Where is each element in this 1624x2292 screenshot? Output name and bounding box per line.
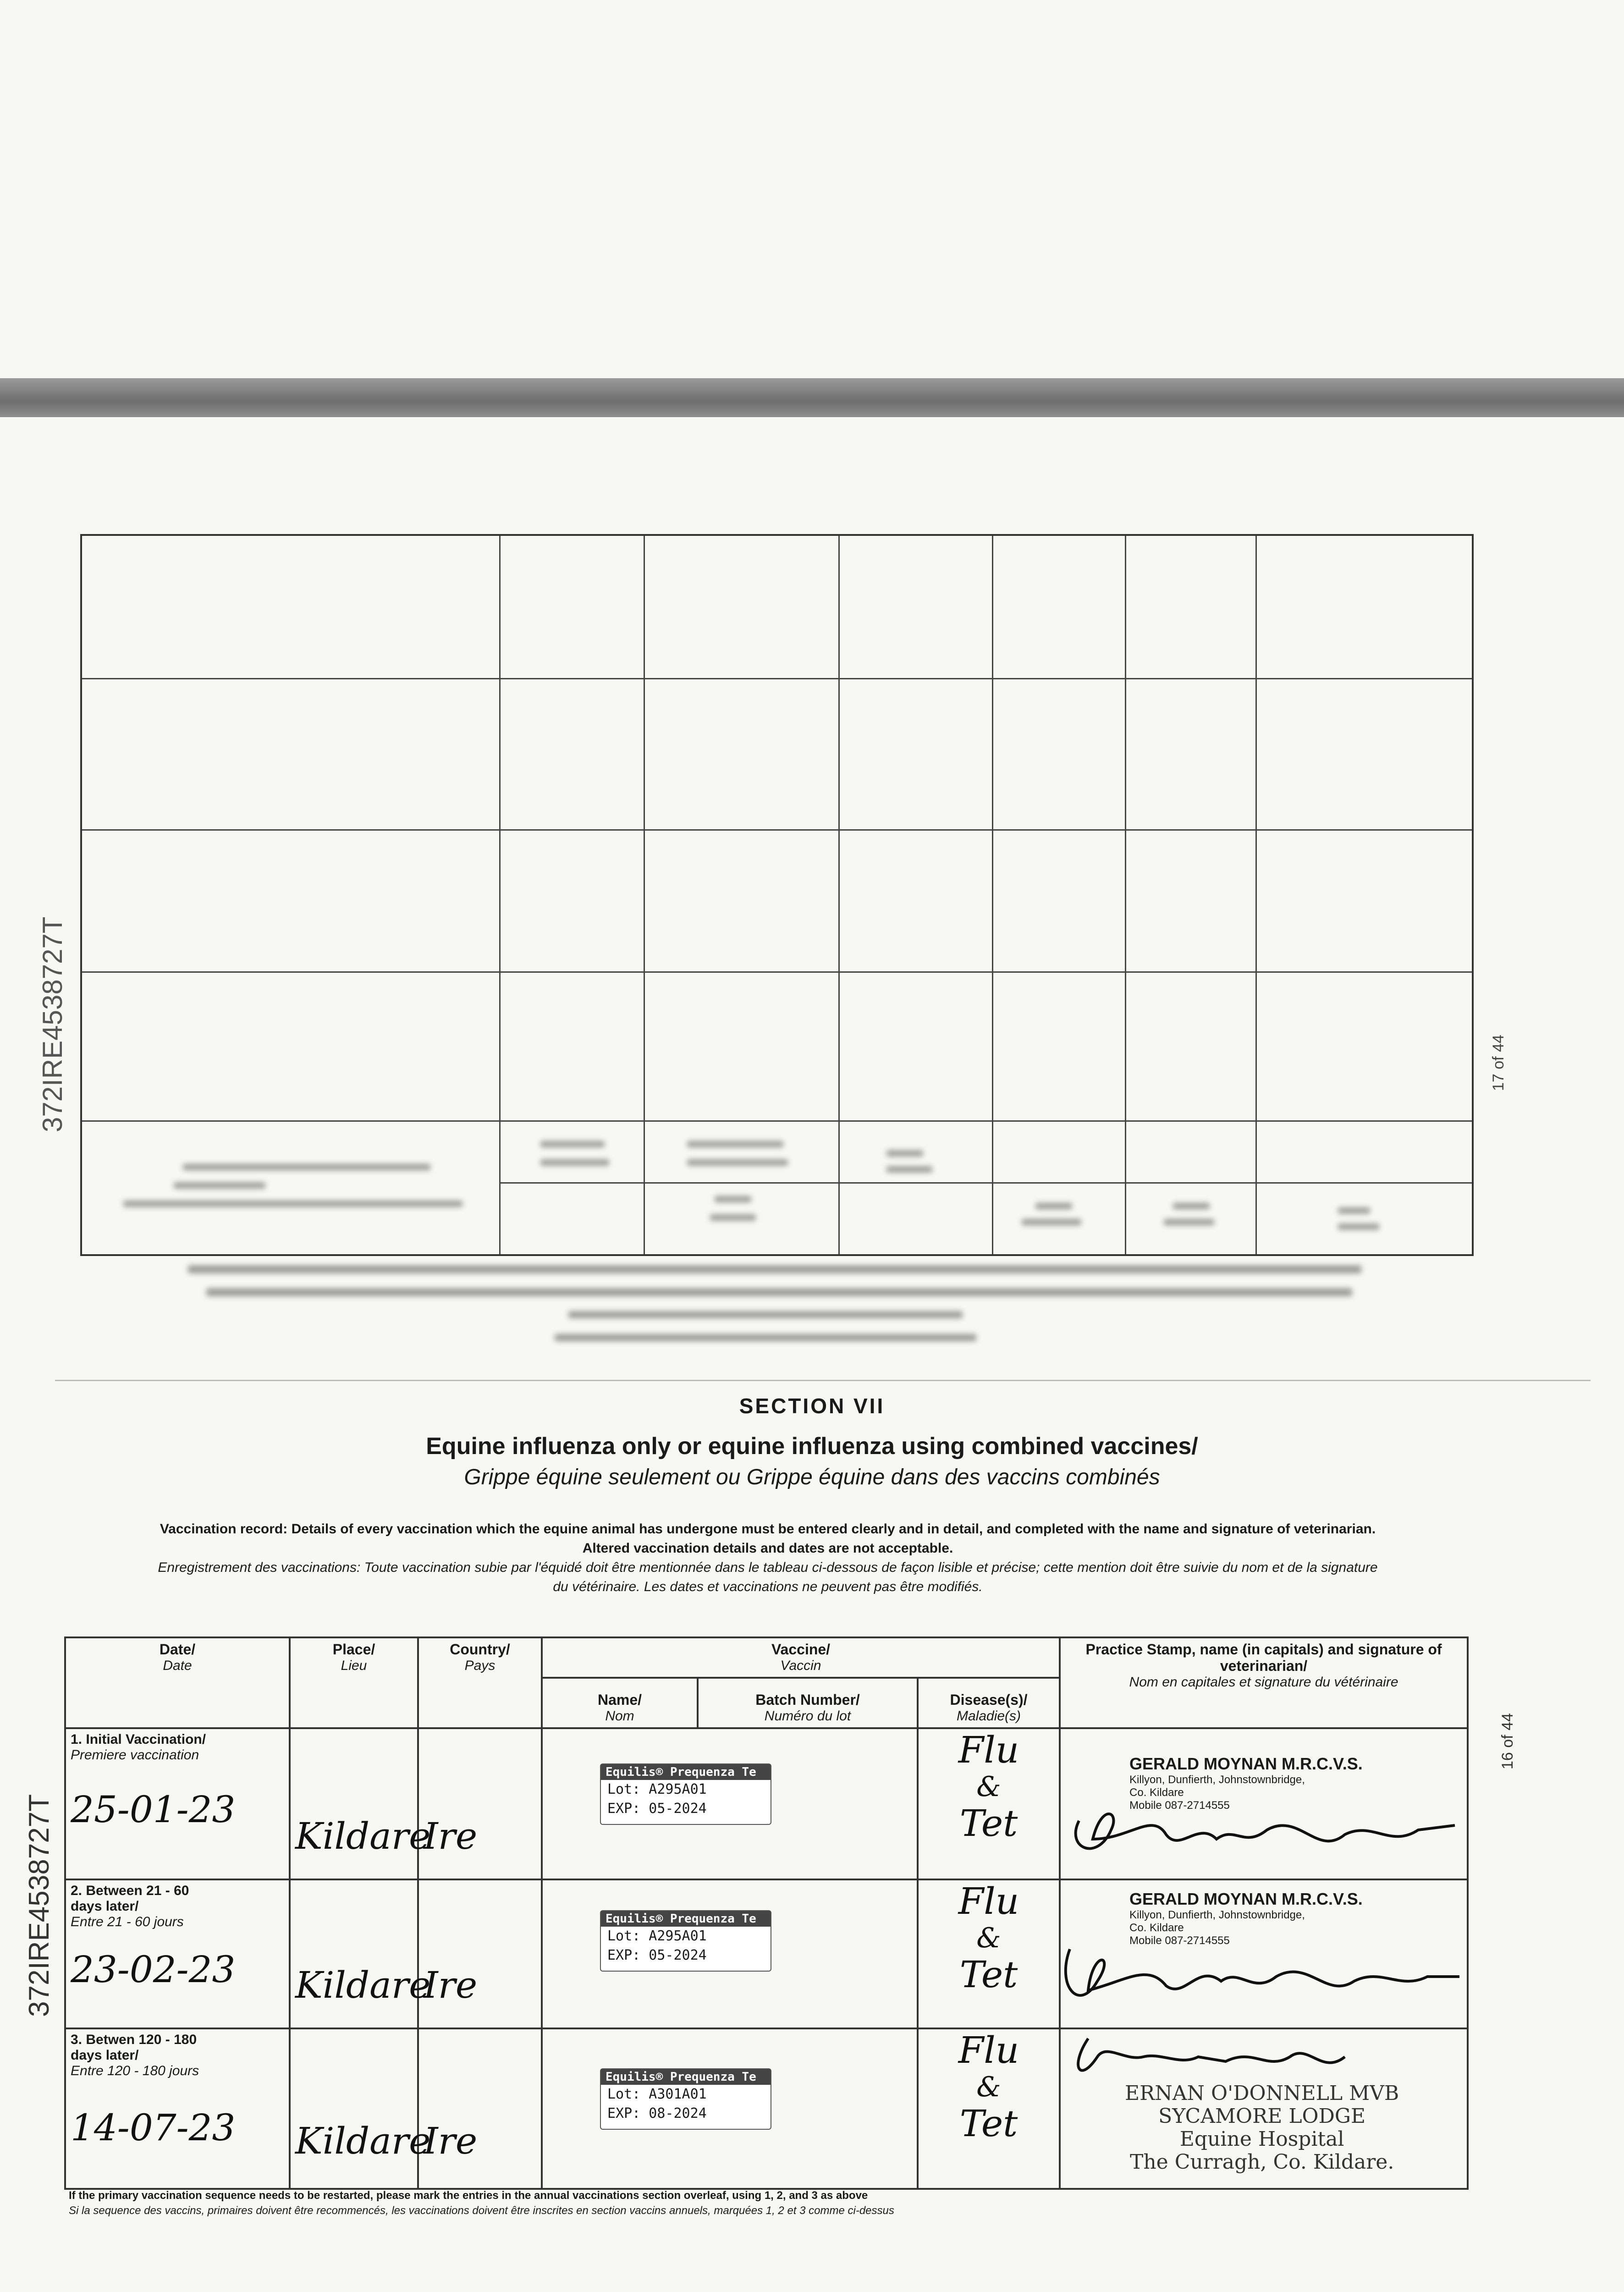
date-value: 23-02-23 <box>71 1948 236 1991</box>
vet-signature <box>1061 1784 1464 1876</box>
blurred-text <box>886 1150 923 1157</box>
disease-value: Tet <box>959 1802 1018 1845</box>
disease-cell <box>918 2028 1060 2189</box>
vaccine-cell <box>542 1879 918 2028</box>
disease-value: Flu <box>958 1880 1019 1923</box>
header-date: Date/ Date <box>65 1637 290 1728</box>
country-value: Ire <box>424 1815 478 1857</box>
blurred-text <box>1022 1219 1081 1225</box>
row-label-cell <box>65 1728 290 1879</box>
intro-en: Vaccination record: Details of every vaccination which the equine animal has undergone must be entered clearly and in detail, and completed with the name and signature of veterinarian. <box>160 1521 1376 1537</box>
grid-line <box>1125 536 1126 1254</box>
intro-fr: Enregistrement des vaccinations: Toute vaccination subie par l'équidé doit être mentionnée dans le tableau ci-dessous de façon lisible et précise; cette mention doit être suivie du nom et de la signature <box>158 1560 1378 1575</box>
place-value: Kildare <box>295 1964 431 2006</box>
blurred-text <box>206 1288 1352 1296</box>
disease-value: Flu <box>958 1729 1019 1771</box>
blurred-text <box>188 1265 1361 1273</box>
vet-signature <box>1061 1931 1464 2022</box>
blurred-text <box>1164 1219 1214 1225</box>
footnote-fr: Si la sequence des vaccins, primaires doivent être recommencés, les vaccinations doivent être inscrites en section vaccins annuels, marquées 1, 2 et 3 comme ci-dessus <box>69 2204 894 2217</box>
grid-line <box>644 536 645 1254</box>
grid-line <box>82 678 1472 679</box>
blurred-text <box>687 1141 783 1147</box>
stamp-cell <box>1060 1879 1468 2028</box>
batch-lot: Lot: A295A01 <box>607 1781 707 1797</box>
country-value: Ire <box>424 1964 478 2006</box>
header-disease: Disease(s)/ Maladie(s) <box>918 1678 1060 1728</box>
header-country: Country/ Pays <box>418 1637 542 1728</box>
blurred-text <box>123 1201 462 1207</box>
country-value: Ire <box>424 2120 478 2162</box>
header-batch: Batch Number/ Numéro du lot <box>698 1678 918 1728</box>
blurred-text <box>555 1334 976 1341</box>
table-row <box>65 2028 1468 2189</box>
blurred-text <box>568 1311 963 1318</box>
header-place: Place/ Lieu <box>290 1637 418 1728</box>
grid-line <box>82 829 1472 831</box>
batch-exp: EXP: 05-2024 <box>607 1801 707 1817</box>
grid-line <box>499 1182 1472 1184</box>
section-title-fr: Grippe équine seulement ou Grippe équine dans des vaccins combinés <box>464 1465 1160 1489</box>
date-value: 25-01-23 <box>71 1788 236 1831</box>
blurred-text <box>1173 1203 1210 1209</box>
place-value: Kildare <box>295 2120 431 2162</box>
batch-exp: EXP: 08-2024 <box>607 2105 707 2121</box>
intro-en-2: Altered vaccination details and dates are not acceptable. <box>582 1541 953 1556</box>
vaccine-name: Equilis® Prequenza Te <box>601 2069 771 2085</box>
stamp-cell <box>1060 2028 1468 2189</box>
vaccine-name: Equilis® Prequenza Te <box>601 1764 771 1780</box>
grid-line <box>1255 536 1257 1254</box>
disease-value: Tet <box>959 2102 1018 2145</box>
blurred-text <box>183 1164 430 1170</box>
header-stamp: Practice Stamp, name (in capitals) and signature of veterinarian/ Nom en capitales et signature du vétérinaire <box>1060 1637 1468 1728</box>
place-value: Kildare <box>295 1815 431 1857</box>
side-id-bottom: 372IRE4538727T <box>23 1794 55 2017</box>
vet-stamp: ERNAN O'DONNELL MVB SYCAMORE LODGE Equine Hospital The Curragh, Co. Kildare. <box>1125 2082 1399 2174</box>
blurred-text <box>715 1196 751 1202</box>
table-row <box>65 1728 1468 1879</box>
disease-cell <box>918 1728 1060 1879</box>
vaccine-sticker <box>600 2068 771 2130</box>
disease-value: Flu <box>958 2029 1019 2072</box>
vaccine-cell <box>542 1728 918 1879</box>
stamp-cell <box>1060 1728 1468 1879</box>
row-label-cell <box>65 2028 290 2189</box>
vaccination-table <box>64 1636 1469 2190</box>
disease-and: & <box>976 1771 1001 1803</box>
page-number-bottom: 16 of 44 <box>1499 1713 1516 1769</box>
blurred-text <box>540 1141 605 1147</box>
disease-cell <box>918 1879 1060 2028</box>
previous-page-table <box>80 534 1474 1256</box>
disease-and: & <box>976 1922 1001 1954</box>
row-label: 3. Betwen 120 - 180 days later/ Entre 120 - 180 jours <box>71 2032 199 2078</box>
vet-stamp: GERALD MOYNAN M.R.C.V.S. Killyon, Dunfierth, Johnstownbridge, Co. Kildare Mobile 087-2714555 <box>1129 1890 1363 1947</box>
side-id-top: 372IRE4538727T <box>37 916 68 1132</box>
blurred-text <box>540 1159 609 1166</box>
blurred-text <box>886 1166 932 1173</box>
page-fold <box>55 1380 1591 1381</box>
vaccine-sticker <box>600 1910 771 1972</box>
section-number: SECTION VII <box>739 1394 885 1418</box>
batch-lot: Lot: A295A01 <box>607 1928 707 1944</box>
disease-and: & <box>976 2071 1001 2103</box>
vaccine-sticker <box>600 1763 771 1825</box>
batch-lot: Lot: A301A01 <box>607 2086 707 2102</box>
grid-line <box>838 536 840 1254</box>
batch-exp: EXP: 05-2024 <box>607 1947 707 1963</box>
blurred-text <box>1035 1203 1072 1209</box>
row-label-cell <box>65 1879 290 2028</box>
header-vaccine: Vaccine/ Vaccin <box>542 1637 1060 1678</box>
row-label: 1. Initial Vaccination/ Premiere vaccination <box>71 1732 206 1763</box>
grid-line <box>82 1120 1472 1122</box>
section-title: Equine influenza only or equine influenza using combined vaccines/ <box>426 1433 1198 1460</box>
vaccine-name: Equilis® Prequenza Te <box>601 1911 771 1927</box>
grid-line <box>499 536 501 1254</box>
intro-fr-2: du vétérinaire. Les dates et vaccinations ne peuvent pas être modifiés. <box>553 1579 983 1594</box>
blurred-text <box>687 1159 788 1166</box>
blurred-text <box>174 1182 265 1189</box>
grid-line <box>82 971 1472 973</box>
vet-stamp: GERALD MOYNAN M.R.C.V.S. Killyon, Dunfierth, Johnstownbridge, Co. Kildare Mobile 087-2714555 <box>1129 1754 1363 1812</box>
blurred-text <box>1338 1223 1379 1230</box>
scan-band <box>0 378 1624 417</box>
disease-value: Tet <box>959 1953 1018 1996</box>
date-value: 14-07-23 <box>71 2106 236 2149</box>
vaccine-cell <box>542 2028 918 2189</box>
blurred-text <box>710 1214 756 1221</box>
row-label: 2. Between 21 - 60 days later/ Entre 21 - 60 jours <box>71 1883 189 1929</box>
grid-line <box>992 536 993 1254</box>
footnote-en: If the primary vaccination sequence needs to be restarted, please mark the entries in the annual vaccinations section overleaf, using 1, 2, and 3 as above <box>69 2189 868 2202</box>
blurred-text <box>1338 1207 1370 1214</box>
header-vaccine-name: Name/ Nom <box>542 1678 698 1728</box>
table-row <box>65 1879 1468 2028</box>
page-number-top: 17 of 44 <box>1490 1035 1507 1091</box>
